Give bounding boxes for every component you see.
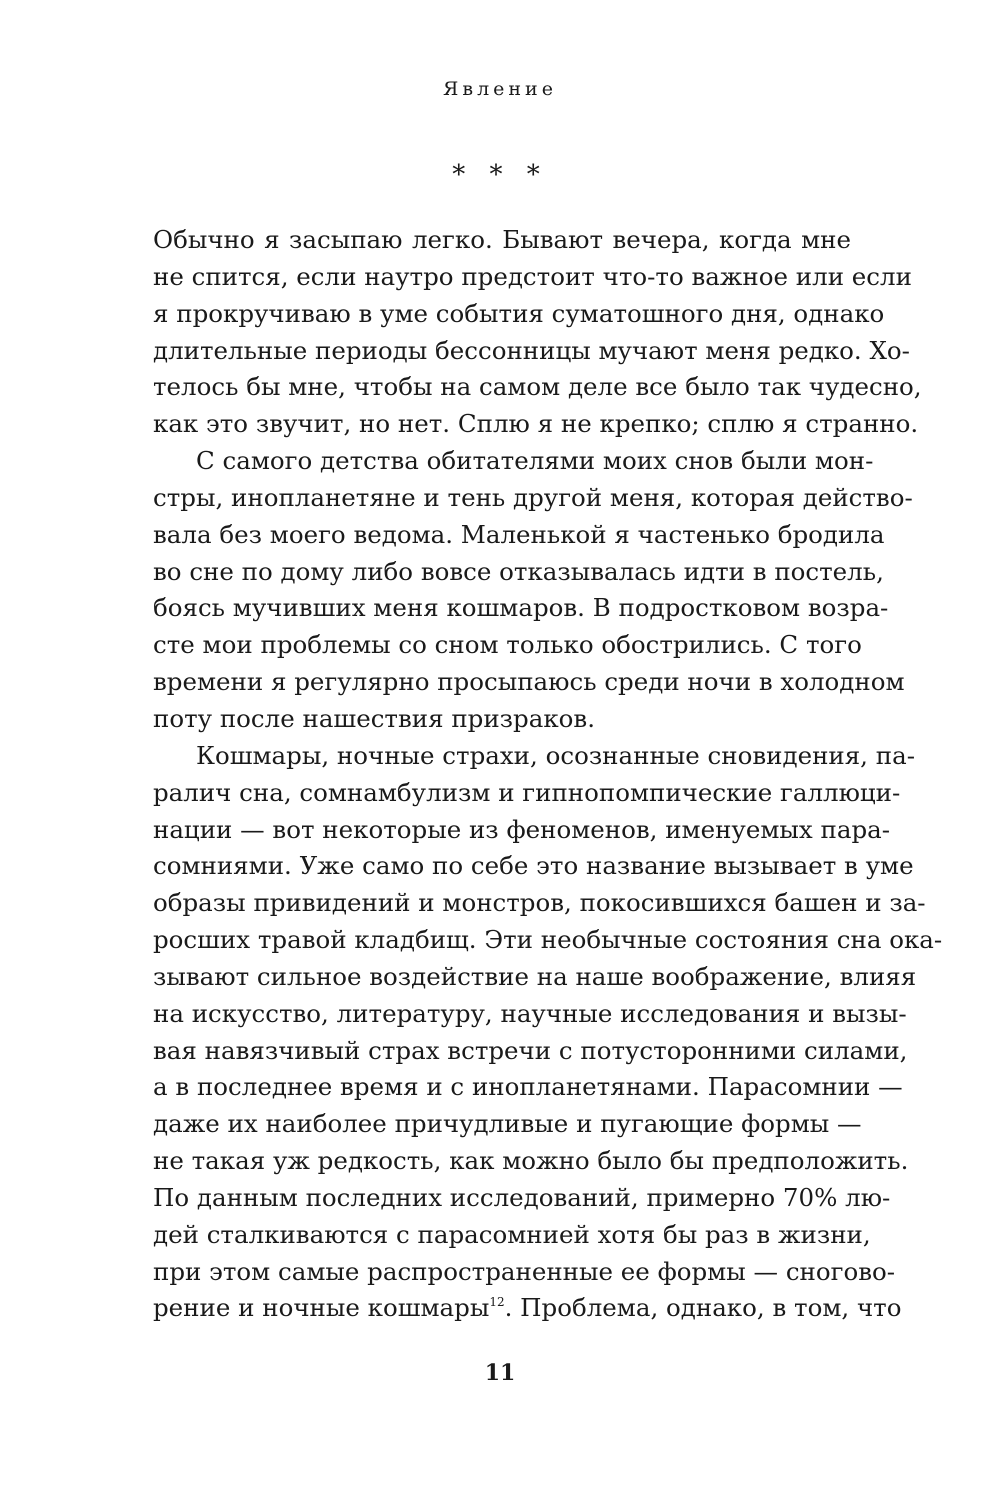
text-line: стры, инопланетяне и тень другой меня, которая действо- (153, 482, 913, 512)
text-line: вала без моего ведома. Маленькой я частенько бродила (153, 519, 885, 549)
text-line: Кошмары, ночные страхи, осознанные сновидения, па- (196, 740, 915, 770)
text-line: По данным последних исследований, примерно 70% лю- (153, 1182, 891, 1212)
text-line: даже их наиболее причудливые и пугающие формы — (153, 1109, 862, 1139)
text-line: телось бы мне, чтобы на самом деле все было так чудесно, (153, 372, 922, 402)
text-line: вая навязчивый страх встречи с потусторонними силами, (153, 1035, 908, 1065)
text-line: зывают сильное воздействие на наше воображение, влияя (153, 961, 917, 991)
text-line: Обычно я засыпаю легко. Бывают вечера, когда мне (153, 225, 851, 254)
text-line: поту после нашествия призраков. (153, 703, 595, 733)
running-head: Явление (443, 78, 557, 100)
text-segment: . Проблема, однако, в том, что (504, 1293, 902, 1323)
text-line: я прокручиваю в уме события суматошного дня, однако (153, 298, 885, 328)
text-line: а в последнее время и с инопланетянами. Парасомнии — (153, 1072, 903, 1102)
text-line: времени я регулярно просыпаюсь среди ночи в холодном (153, 667, 905, 697)
text-line: дей сталкиваются с парасомнией хотя бы раз в жизни, (153, 1219, 871, 1249)
text-line: длительные периоды бессонницы мучают меня редко. Хо- (153, 335, 910, 365)
text-segment: рение и ночные кошмары (153, 1293, 490, 1323)
text-line: сомниями. Уже само по себе это название вызывает в уме (153, 851, 914, 881)
body-text (153, 222, 943, 1327)
text-line-with-footnote (153, 1290, 902, 1327)
text-line: нации — вот некоторые из феноменов, именуемых пара- (153, 814, 891, 844)
text-line: на искусство, литературу, научные исследования и вызы- (153, 998, 907, 1028)
text-line: сте мои проблемы со сном только обострились. С того (153, 630, 862, 660)
text-line: не спится, если наутро предстоит что-то важное или если (153, 261, 912, 291)
section-separator: * * * (452, 160, 548, 190)
footnote-reference[interactable]: 12 (489, 1295, 505, 1310)
text-line: росших травой кладбищ. Эти необычные состояния сна ока- (153, 925, 943, 955)
text-line: во сне по дому либо вовсе отказывалась идти в постель, (153, 556, 884, 586)
text-line: не такая уж редкость, как можно было бы предположить. (153, 1146, 909, 1176)
text-line: ралич сна, сомнамбулизм и гипнопомпические галлюци- (153, 777, 901, 807)
text-line: боясь мучивших меня кошмаров. В подростковом возра- (153, 593, 889, 623)
text-line: С самого детства обитателями моих снов были мон- (196, 446, 874, 476)
text-line: образы привидений и монстров, покосившихся башен и за- (153, 888, 926, 918)
page-number: 11 (484, 1360, 516, 1386)
text-line: как это звучит, но нет. Сплю я не крепко; сплю я странно. (153, 409, 919, 439)
text-line: при этом самые распространенные ее формы — сногово- (153, 1256, 896, 1286)
